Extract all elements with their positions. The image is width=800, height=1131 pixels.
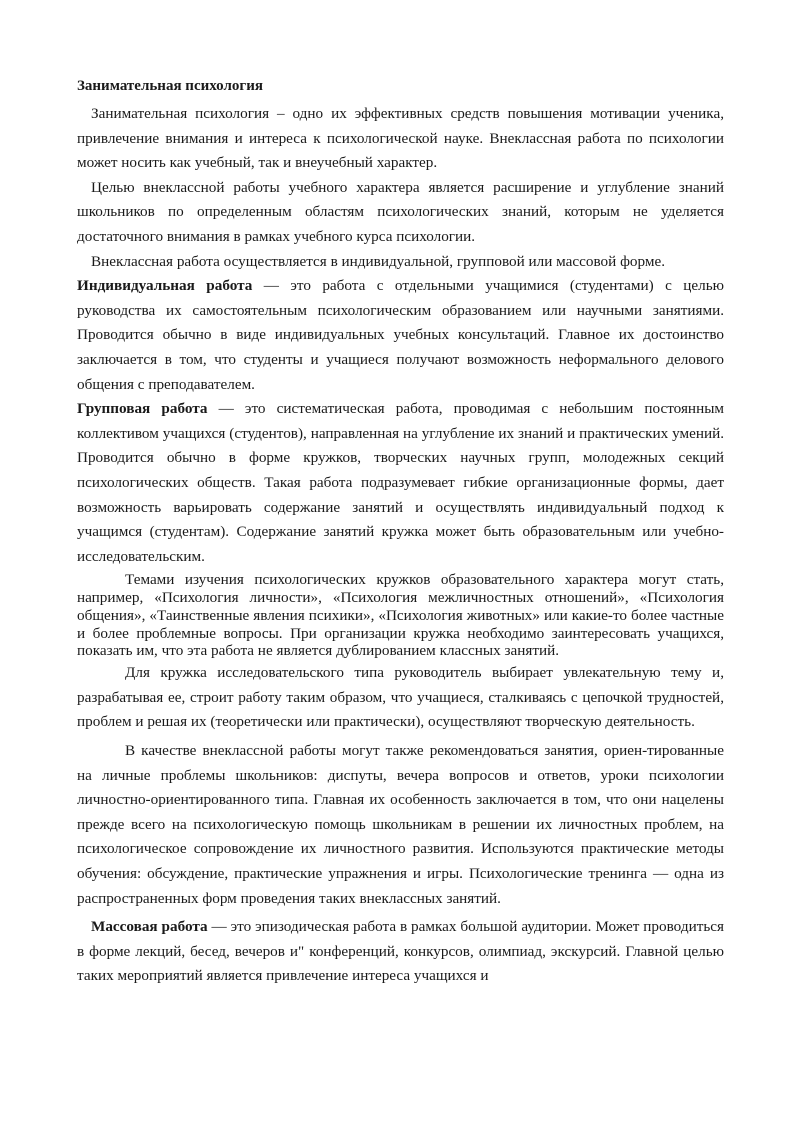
paragraph-group-text: — это систематическая работа, проводимая с небольшим постоянным коллективом учащихся (студентов), направленная на углубление их знаний и практических умений. Проводится обычно в форме кружков, творческих научных групп, молодежных секций психологических обществ. Такая работа подразумевает гибкие организационные формы, дает возможность варьировать содержание занятий и осуществлять индивидуальный подход к учащимся (студентам). Содержание занятий кружка может быть образовательным или учебно-исследовательским. (77, 400, 725, 565)
paragraph-individual (77, 274, 724, 397)
term-individual-work: Индивидуальная работа (77, 277, 253, 295)
term-mass-work: Массовая работа (91, 918, 208, 936)
paragraph-research: Для кружка исследовательского типа руководитель выбирает увлекательную тему и, разрабатывая ее, строит работу таким образом, что учащиеся, сталкиваясь с цепочкой трудностей, проблем и решая их (теоретически или практически), осуществляют творческую деятельность. (77, 664, 724, 731)
paragraph-mass (77, 915, 724, 989)
term-group-work: Групповая работа (77, 400, 208, 418)
paragraph-mass-text: — это эпизодическая работа в рамках большой аудитории. Может проводиться в форме лекций, бесед, вечеров и" конференций, конкурсов, олимпиад, экскурсий. Главной целью таких мероприятий является привлечение интереса учащихся и (77, 918, 724, 985)
document-title: Занимательная психология (77, 78, 263, 94)
paragraph-topics: Темами изучения психологических кружков образовательного характера могут стать, например, «Психология личности», «Психология межличностных отношений», «Психология общения», «Таинственные явления психики», «Психология животных» или какие-то более частные и более проблемные вопросы. При организации кружка необходимо заинтересовать учащихся, показать им, что эта работа не является дублированием классных занятий. (77, 571, 724, 660)
paragraph-group (77, 397, 724, 569)
paragraph-goal: Целью внеклассной работы учебного характера является расширение и углубление знаний школьников по определенным областям психологических знаний, которым не уделяется достаточного внимания в рамках учебного курса психологии. (77, 178, 724, 245)
paragraph-individual-text: — это работа с отдельными учащимися (студентами) с целью руководства их самостоятельным психологическим образованием или научными занятиями. Проводится обычно в виде индивидуальных учебных консультаций. Главное их достоинство заключается в том, что студенты и учащиеся получают возможность неформального делового общения с преподавателем. (77, 277, 725, 393)
document-page (77, 74, 724, 989)
paragraph-forms: Внеклассная работа осуществляется в индивидуальной, групповой или массовой форме. (91, 252, 666, 270)
paragraph-intro: Занимательная психология – одно их эффективных средств повышения мотивации ученика, привлечение внимания и интереса к психологической науке. Внеклассная работа по психологии может носить как учебный, так и внеучебный характер. (77, 105, 724, 172)
paragraph-personal: В качестве внеклассной работы могут также рекомендоваться занятия, ориен-тированные на личные проблемы школьников: диспуты, вечера вопросов и ответов, уроки психологии личностно-ориентированного типа. Главная их особенность заключается в том, что они нацелены прежде всего на психологическую помощь школьникам в решении их личностных проблем, на психологическое сопровождение их личностного развития. Используются практические методы обучения: обсуждение, практические упражнения и игры. Психологические тренинга — одна из распространенных форм проведения таких внеклассных занятий. (77, 742, 724, 907)
